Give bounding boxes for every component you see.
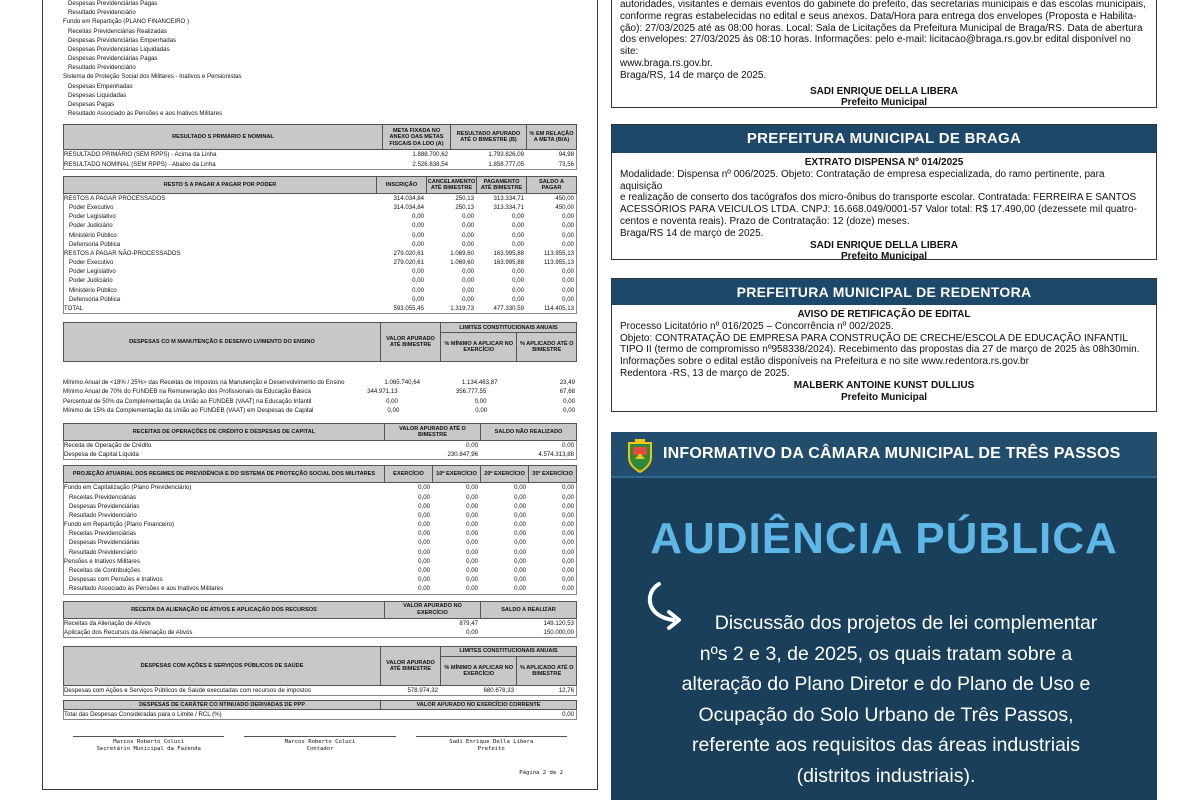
row-label: RESTOS A PAGAR NÃO-PROCESSADOS bbox=[64, 249, 181, 257]
table-row bbox=[63, 82, 577, 91]
cell-value: 0,00 bbox=[474, 397, 487, 405]
cell-value: 313.334,71 bbox=[493, 203, 524, 211]
cell-value: 0,00 bbox=[412, 222, 424, 230]
braga-subtitle: EXTRATO DISPENSA Nº 014/2025 bbox=[804, 157, 964, 168]
cell-value: 0,00 bbox=[466, 502, 478, 510]
camara-header: INFORMATIVO DA CÂMARA MUNICIPAL DE TRÊS PASSOS bbox=[663, 445, 1121, 462]
table-row bbox=[64, 584, 576, 593]
row-label: Poder Executivo bbox=[69, 259, 114, 267]
table-row bbox=[64, 566, 576, 575]
audiencia-title: AUDIÊNCIA PÚBLICA bbox=[650, 514, 1118, 563]
text-line: ção): 27/03/2025 até as 08:00 horas. Local: Sala de Licitações da Prefeitura Municipal de Braga/RS. Data de abertura bbox=[620, 22, 1143, 34]
row-label: Mínimo Anual de <18% / 25%> das Receitas de Impostos na Manutenção e Desenvolvimento do Ensino bbox=[63, 379, 345, 387]
cell-value: 0,00 bbox=[512, 231, 524, 239]
credito-table: RECEITAS DE OPERAÇÕES DE CRÉDITO E DESPESAS DE CAPITAL VALOR APURADO ATÉ O BIMESTRE SALDO NÃO REALIZADO Receita de Operação de Crédito 0,00 0,00 Despesa de Capital Líquida 230.847,96 4.574.313,88 bbox=[63, 423, 577, 460]
table-row bbox=[64, 548, 576, 557]
row-label: Despesas Liquidadas bbox=[68, 91, 127, 99]
cell-value: 0,00 bbox=[466, 493, 478, 501]
braga-title: PREFEITURA MUNICIPAL DE BRAGA bbox=[612, 125, 1156, 153]
row-label: Despesas Empenhadas bbox=[68, 82, 133, 90]
cell-value: 0,00 bbox=[462, 277, 474, 285]
cell-value: 150.000,00 bbox=[543, 628, 574, 636]
cell-value: 0,00 bbox=[412, 277, 424, 285]
restos-a-pagar-table: RESTO S A PAGAR A PAGAR POR PODER INSCRIÇÃO CANCELAMENTO ATÉ BIMESTRE PAGAMENTO ATÉ BIMESTRE SALDO A PAGAR RESTOS A PAGAR PROCESSADOS 314.034,84 250,13 313.334,71 450,00 Poder Executivo 314.034,84 250,13 313.334,71 450,00 Poder Legislativo 0,00 0,00 0,00 0,00 Poder Judiciário 0,00 0,00 0,00 0,00 Ministério Público 0,00 0,00 0,00 0,00 Defensoria Pública 0,00 0,00 0,00 0,00 RESTOS A PAGAR NÃO-PROCESSADOS 279.020,61 1.069,60 163.995,88 113.955,13 Poder Executivo 279.020,61 1.069,60 163.995,88 113.955,13 Poder Legislativo 0,00 0,00 0,00 0,00 Poder Judiciário 0,00 0,00 0,00 0,00 Ministério Público 0,00 0,00 0,00 0,00 Defensoria Pública 0,00 0,00 0,00 0,00 TOTAL 593.055,45 1.319,73 477.330,59 114.405,13 bbox=[63, 176, 577, 314]
alienacao-table: RECEITA DA ALIENAÇÃO DE ATIVOS E APLICAÇÃO DOS RECURSOS VALOR APURADO NO EXERCÍCIO SALDO A REALIZAR Receitas da Alienação de Ativos 879,47 149.120,53 Aplicação dos Recursos da Alienação de Ativos 0,00 150.000,00 bbox=[63, 601, 577, 638]
row-label: Receitas da Alienação de Ativos bbox=[64, 619, 151, 627]
cell-value: 0,00 bbox=[418, 511, 430, 519]
cell-value: 0,00 bbox=[418, 530, 430, 538]
cell-value: 0,00 bbox=[512, 277, 524, 285]
text-line: centos e noventa reais). Prazo de Contratação: 12 (doze) meses. bbox=[620, 215, 910, 227]
cell-value: 0,00 bbox=[562, 493, 574, 501]
description-line: (distritos industriais). bbox=[796, 765, 976, 788]
cell-value: 0,00 bbox=[514, 511, 526, 519]
row-label: Fundo em Capitalização (Plano Previdenciário) bbox=[64, 484, 192, 492]
table-row bbox=[64, 686, 576, 695]
cell-value: 0,00 bbox=[514, 521, 526, 529]
row-label: Sistema de Proteção Social dos Militares - Inativos e Pensionistas bbox=[63, 73, 242, 81]
resultado-header: RESULTADO S PRIMÁRIO E NOMINAL META FIXADA NO ANEXO DAS METAS FISCAIS DA LDO (A) RESULTADO APURADO ATÉ O BIMESTRE (B) % EM RELAÇÃO A META (B/A) bbox=[63, 124, 577, 150]
table-row bbox=[64, 212, 576, 221]
text-line: conforme regras estabelecidas no edital e seus anexos. Data/Hora para entrega dos envelopes (Proposta e Habilita- bbox=[620, 10, 1137, 22]
table-row bbox=[64, 258, 576, 267]
text-line: Informações sobre o edital estão disponíveis na Prefeitura e no site www.redentora.rs.gov.br bbox=[620, 356, 1029, 368]
cell-value: 1.319,73 bbox=[450, 305, 474, 312]
cell-value: 0,00 bbox=[562, 567, 574, 574]
description-line: Ocupação do Solo Urbano de Três Passos, bbox=[698, 703, 1074, 726]
cell-value: 0,00 bbox=[462, 286, 474, 294]
table-row bbox=[63, 91, 577, 100]
table-row bbox=[64, 529, 576, 538]
cell-value: 0,00 bbox=[514, 484, 526, 492]
table-row bbox=[63, 378, 577, 387]
cell-value: 0,00 bbox=[418, 521, 430, 529]
cell-value: 0,00 bbox=[563, 397, 575, 405]
row-label: Despesas com Ações e Serviços Públicos de Saúde executadas com recursos de impostos bbox=[64, 686, 311, 694]
row-label: Receitas Previdenciárias bbox=[69, 530, 137, 538]
cell-value: 0,00 bbox=[418, 484, 430, 492]
table-row bbox=[64, 150, 576, 159]
table-row bbox=[64, 710, 576, 719]
signer-role: Prefeito Municipal bbox=[840, 97, 928, 109]
row-label: Despesas Previdenciárias bbox=[69, 502, 140, 510]
cell-value: 0,00 bbox=[514, 576, 526, 584]
text-line: e realização de conserto dos tacógrafos dos micro-ônibus do transporte escolar. Contratada: FERREIRA E SANTOS bbox=[620, 192, 1137, 204]
cell-value: 0,00 bbox=[562, 231, 574, 239]
cell-value: 680.678,33 bbox=[483, 686, 514, 694]
text-line: Braga/RS, 14 de março de 2025. bbox=[620, 69, 767, 81]
cell-value: 0,00 bbox=[387, 406, 400, 414]
signature-2: Marcos Roberto Coluci Contador bbox=[244, 736, 395, 752]
cell-value: 1.069,60 bbox=[450, 249, 474, 257]
cell-value: 0,00 bbox=[562, 441, 574, 449]
text-line: Processo Licitatório nº 016/2025 – Concorrência nº 002/2025. bbox=[620, 320, 894, 332]
cell-value: 149.120,53 bbox=[543, 619, 574, 627]
signer-role: Prefeito Municipal bbox=[840, 251, 928, 263]
table-row bbox=[63, 45, 577, 54]
cell-value: 1.888.700,62 bbox=[412, 151, 448, 159]
row-label: Defensoria Pública bbox=[69, 240, 121, 248]
table-row bbox=[63, 27, 577, 36]
cell-value: 114.405,13 bbox=[543, 305, 574, 312]
text-line: TIPO II (termo de compromisso nº958338/2024). Recebimento das propostas dia 27 de março de 2025 às 08h30min. bbox=[620, 344, 1140, 356]
cell-value: 250,13 bbox=[455, 194, 474, 202]
audiencia-description bbox=[641, 608, 1131, 792]
ppp-table: DESPESAS DE CARÁTER CO NTINUADO DERIVADAS DE PPP VALOR APURADO NO EXERCÍCIO CORRENTE Total das Despesas Consideradas para o Limite / RCL (%) 0,00 bbox=[63, 700, 577, 720]
cell-value: 0,00 bbox=[412, 240, 424, 248]
cell-value: 0,00 bbox=[562, 530, 574, 538]
cell-value: 0,00 bbox=[462, 231, 474, 239]
row-label: Poder Executivo bbox=[69, 203, 114, 211]
cell-value: 0,00 bbox=[514, 585, 526, 593]
cell-value: 0,00 bbox=[562, 240, 574, 248]
cell-value: 0,00 bbox=[412, 231, 424, 239]
cell-value: 0,00 bbox=[512, 295, 524, 303]
cell-value: 0,00 bbox=[466, 557, 478, 565]
table-row bbox=[63, 397, 577, 406]
cell-value: 0,00 bbox=[562, 213, 574, 221]
cell-value: 0,00 bbox=[418, 576, 430, 584]
projecao-atuarial-table: PROJEÇÃO ATUARIAL DOS REGIMES DE PREVIDÊNCIA E DO SISTEMA DE PROTEÇÃO SOCIAL DOS MILITARES EXERCÍCIO 10º EXERCÍCIO 20º EXERCÍCIO 35º EXERCÍCIO Fundo em Capitalização (Plano Previdenciário) 0,00 0,00 0,00 0,00 Receitas Previdenciárias 0,00 0,00 0,00 0,00 Despesas Previdenciárias 0,00 0,00 0,00 0,00 Resultado Previdenciário 0,00 0,00 0,00 0,00 Fundo em Repartição (Plano Financeiro) 0,00 0,00 0,00 0,00 Receitas Previdenciárias 0,00 0,00 0,00 0,00 Despesas Previdenciárias 0,00 0,00 0,00 0,00 Resultado Previdenciário 0,00 0,00 0,00 0,00 Pensões e Inativos Militares 0,00 0,00 0,00 0,00 Receitas de Contribuições 0,00 0,00 0,00 0,00 Despesas com Pensões e Inativos 0,00 0,00 0,00 0,00 Resultado Associado às Pensões e aos Inativos Militares 0,00 0,00 0,00 0,00 bbox=[63, 465, 577, 594]
cell-value: 0,00 bbox=[466, 548, 478, 556]
description-line: alteração do Plano Diretor e do Plano de Uso e bbox=[681, 673, 1091, 696]
cell-value: 0,00 bbox=[466, 628, 478, 636]
table-row bbox=[64, 450, 576, 459]
cell-value: 0,00 bbox=[562, 222, 574, 230]
cell-value: 0,00 bbox=[466, 530, 478, 538]
cell-value: 0,00 bbox=[514, 548, 526, 556]
table-row bbox=[64, 203, 576, 212]
cell-value: 0,00 bbox=[466, 539, 478, 547]
row-label: Resultado Previdenciário bbox=[68, 9, 136, 17]
cell-value: 230.847,96 bbox=[447, 451, 478, 459]
row-label: Despesas Pagas bbox=[68, 101, 115, 108]
row-label: Poder Judiciário bbox=[69, 277, 113, 285]
row-label: Despesas Previdenciárias Liquidadas bbox=[68, 45, 170, 53]
cell-value: 477.330,59 bbox=[493, 305, 524, 312]
cell-value: 0,00 bbox=[462, 295, 474, 303]
row-label: Poder Legislativo bbox=[69, 213, 116, 221]
row-label: Mínimo Anual de 70% do FUNDEB na Remuneração dos Profissionais da Educação Básica bbox=[63, 388, 311, 396]
cell-value: 0,00 bbox=[514, 557, 526, 565]
cell-value: 0,00 bbox=[562, 511, 574, 519]
cell-value: 12,76 bbox=[558, 686, 574, 694]
cell-value: 450,00 bbox=[555, 203, 574, 211]
row-label: Despesas Previdenciárias Pagas bbox=[68, 0, 158, 7]
table-row bbox=[64, 249, 576, 258]
row-label: Resultado Associado às Pensões e aos Inativos Militares bbox=[68, 110, 223, 118]
cell-value: 0,00 bbox=[386, 397, 398, 405]
text-line: www.braga.rs.gov.br. bbox=[620, 57, 713, 69]
cell-value: 0,00 bbox=[512, 222, 524, 230]
resultado-table bbox=[63, 124, 577, 169]
cell-value: 344.971,13 bbox=[367, 388, 398, 396]
row-label: Receitas de Contribuições bbox=[69, 567, 141, 574]
cell-value: 0,00 bbox=[412, 268, 424, 276]
cell-value: 0,00 bbox=[512, 240, 524, 248]
cell-value: 0,00 bbox=[418, 567, 430, 574]
table-row bbox=[63, 8, 577, 17]
text-line: Objeto: CONTRATAÇÃO DE EMPRESA PARA CONSTRUÇÃO DE CRECHE/ESCOLA DE EDUCAÇÃO INFANTIL bbox=[620, 332, 1128, 344]
row-label: Fundo em Repartição (Plano Financeiro) bbox=[64, 521, 175, 529]
table-row bbox=[63, 109, 577, 118]
row-label: Aplicação dos Recursos da Alienação de Ativos bbox=[64, 628, 193, 636]
redentora-title: PREFEITURA MUNICIPAL DE REDENTORA bbox=[612, 279, 1156, 305]
cell-value: 279.020,61 bbox=[393, 259, 424, 267]
row-label: Receitas Previdenciárias Realizadas bbox=[68, 27, 167, 35]
description-line: Discussão dos projetos de lei complementar bbox=[714, 612, 1098, 634]
braga-edital-continuation bbox=[611, 0, 1157, 108]
cell-value: 0,00 bbox=[418, 493, 430, 501]
cell-value: 0,00 bbox=[412, 295, 424, 303]
cell-value: 879,47 bbox=[459, 619, 478, 627]
cell-value: 67,68 bbox=[559, 388, 576, 396]
row-label: Resultado Previdenciário bbox=[69, 548, 137, 556]
cell-value: 1.858.777,05 bbox=[488, 160, 524, 168]
cell-value: 0,00 bbox=[466, 521, 478, 529]
cell-value: 0,00 bbox=[562, 268, 574, 276]
cell-value: 1.065.740,64 bbox=[384, 379, 420, 387]
cell-value: 0,00 bbox=[418, 548, 430, 556]
cell-value: 0,00 bbox=[466, 484, 478, 492]
table-row bbox=[64, 539, 576, 548]
row-label: Resultado Associado às Pensões e aos Inativos Militares bbox=[69, 585, 224, 593]
cell-value: 94,98 bbox=[558, 151, 574, 159]
signer-role: Prefeito Municipal bbox=[840, 391, 928, 403]
cell-value: 593.055,45 bbox=[393, 305, 424, 312]
row-label: Poder Legislativo bbox=[69, 268, 116, 276]
table-row bbox=[64, 619, 576, 628]
cell-value: 0,00 bbox=[466, 585, 478, 593]
cell-value: 279.020,61 bbox=[393, 249, 424, 257]
table-row bbox=[63, 406, 577, 415]
tres-passos-crest-icon bbox=[625, 437, 655, 473]
table-row bbox=[64, 628, 576, 637]
page-number: Página 2 de 2 bbox=[519, 770, 563, 777]
cell-value: 0,00 bbox=[466, 441, 478, 449]
table-row bbox=[64, 295, 576, 304]
row-label: Despesas com Pensões e Inativos bbox=[69, 576, 163, 584]
cell-value: 578.974,32 bbox=[407, 686, 438, 694]
signature-3: Sadi Enrique Della Libera Prefeito bbox=[416, 736, 567, 752]
cell-value: 0,00 bbox=[562, 539, 574, 547]
cell-value: 0,00 bbox=[514, 502, 526, 510]
previdencia-top-rows bbox=[63, 0, 577, 118]
cell-value: 1.134.463,87 bbox=[461, 379, 498, 387]
table-row bbox=[63, 54, 577, 63]
table-row bbox=[63, 36, 577, 45]
row-label: Despesa de Capital Líquida bbox=[64, 451, 139, 459]
cell-value: 250,13 bbox=[455, 203, 474, 211]
cell-value: 1.793.826,09 bbox=[488, 151, 524, 159]
cell-value: 0,00 bbox=[562, 711, 574, 719]
table-row bbox=[64, 493, 576, 502]
table-row bbox=[63, 73, 577, 82]
table-row bbox=[64, 286, 576, 295]
table-row bbox=[64, 194, 576, 203]
table-row bbox=[64, 441, 576, 450]
cell-value: 450,00 bbox=[555, 194, 574, 202]
cell-value: 0,00 bbox=[466, 511, 478, 519]
cell-value: 314.034,84 bbox=[393, 194, 424, 202]
cell-value: 0,00 bbox=[412, 286, 424, 294]
row-label: Despesas Previdenciárias bbox=[69, 539, 140, 547]
table-row bbox=[64, 502, 576, 511]
text-line: ACESSÓRIOS PARA VEICULOS LTDA. CNPJ: 16.668.049/0001-57 Valor total: R$ 17.490,00 (dezessete mil quatro- bbox=[620, 204, 1137, 216]
row-label: Resultado Previdenciário bbox=[69, 511, 137, 519]
cell-value: 0,00 bbox=[418, 502, 430, 510]
cell-value: 0,00 bbox=[514, 493, 526, 501]
signer-name: MALBERK ANTOINE KUNST DULLIUS bbox=[793, 379, 975, 391]
cell-value: 0,00 bbox=[562, 521, 574, 529]
cell-value: 4.574.313,88 bbox=[538, 451, 574, 459]
cell-value: 0,00 bbox=[462, 222, 474, 230]
row-label: RESTOS A PAGAR PROCESSADOS bbox=[64, 194, 166, 202]
row-label: Mínimo de 15% da Complementação da União ao FUNDEB (VAAT) em Despesas de Capital bbox=[63, 406, 314, 414]
cell-value: 0,00 bbox=[512, 286, 524, 294]
table-row bbox=[64, 557, 576, 566]
signer-name: SADI ENRIQUE DELLA LIBERA bbox=[810, 85, 958, 97]
row-label: Resultado Previdenciário bbox=[68, 64, 136, 72]
cell-value: 0,00 bbox=[562, 286, 574, 294]
table-row bbox=[64, 483, 576, 492]
table-row bbox=[64, 575, 576, 584]
redentora-subtitle: AVISO DE RETIFICAÇÃO DE EDITAL bbox=[797, 309, 971, 320]
signatures bbox=[63, 736, 577, 752]
text-line: dos envelopes: 27/03/2025 às 08:10 horas. Informações: pelo e-mail: licitacao@braga.rs.gov.br edital disponível no site: bbox=[620, 34, 1131, 58]
signature-1: Marcos Roberto Coluci Secretário Municipal da Fazenda bbox=[73, 736, 224, 752]
text-line: autoridades, visitantes e demais eventos do gabinete do prefeito, das secretarias municipais e das escolas municipais, bbox=[620, 0, 1146, 10]
cell-value: 0,00 bbox=[562, 557, 574, 565]
saude-table: DESPESAS COM AÇÕES E SERVIÇOS PÚBLICOS DE SAÚDE VALOR APURADO ATÉ BIMESTRE LIMITES CONSTITUCIONAIS ANUAIS % MÍNIMO A APLICAR NO EXERCÍCIO % APLICADO ATÉ O BIMESTRE Despesas com Ações e Serviços Públicos de Saúde executadas com recursos de impostos 578.974,32 680.678,33 12,76 bbox=[63, 646, 577, 696]
mde-table: DESPESAS CO M MANUTENÇÃO E DESENVO LVIMENTO DO ENSINO VALOR APURADO ATÉ BIMESTRE LIMITES CONSTITUCIONAIS ANUAIS % MÍNIMO A APLICAR NO EXERCÍCIO % APLICADO ATÉ O BIMESTRE Mínimo Anual de <18% / 25%> das Receitas de Impostos na Manutenção e Desenvolvimento do Ensino 1.065.740,64 1.134.463,87 23,49 Mínimo Anual de 70% do FUNDEB na Remuneração dos Profissionais da Educação Básica 344.971,13 356.777,55 67,68 Percentual de 50% da Complementação da União ao FUNDEB (VAAT) na Educação Infantil 0,00 0,00 0,00 Mínimo de 15% da Complementação da União ao FUNDEB (VAAT) em Despesas de Capital 0,00 0,00 0,00 bbox=[63, 322, 577, 415]
table-row bbox=[63, 100, 577, 109]
table-row bbox=[64, 267, 576, 276]
braga-extrato-box bbox=[611, 124, 1157, 263]
cell-value: 0,00 bbox=[562, 502, 574, 510]
table-row bbox=[64, 277, 576, 286]
signer-name: SADI ENRIQUE DELLA LIBERA bbox=[810, 239, 958, 251]
cell-value: 0,00 bbox=[514, 530, 526, 538]
cell-value: 0,00 bbox=[562, 277, 574, 285]
table-row bbox=[64, 511, 576, 520]
cell-value: 0,00 bbox=[418, 585, 430, 593]
row-label: Ministério Público bbox=[69, 286, 117, 294]
row-label: RESULTADO PRIMÁRIO (SEM RPPS) - Acima da Linha bbox=[64, 151, 217, 159]
table-row bbox=[64, 240, 576, 249]
row-label: Percentual de 50% da Complementação da União ao FUNDEB (VAAT) na Educação Infantil bbox=[63, 397, 312, 405]
row-label: Defensoria Pública bbox=[69, 295, 121, 303]
row-label: Total das Despesas Consideradas para o Limite / RCL (%) bbox=[64, 711, 222, 719]
cell-value: 0,00 bbox=[562, 548, 574, 556]
row-label: Receita de Operação de Crédito bbox=[64, 441, 152, 449]
cell-value: 0,00 bbox=[562, 585, 574, 593]
row-label: Poder Judiciário bbox=[69, 222, 113, 230]
cell-value: 0,00 bbox=[562, 576, 574, 584]
cell-value: 0,00 bbox=[563, 406, 575, 414]
cell-value: 1.069,60 bbox=[450, 259, 474, 267]
row-label: Pensões e Inativos Militares bbox=[64, 557, 140, 565]
table-row bbox=[64, 221, 576, 230]
text-line: Redentora -RS, 13 de março de 2025. bbox=[620, 367, 790, 379]
row-label: Despesas Previdenciárias Pagas bbox=[68, 55, 158, 63]
cell-value: 73,56 bbox=[558, 160, 574, 168]
cell-value: 0,00 bbox=[462, 268, 474, 276]
cell-value: 0,00 bbox=[462, 240, 474, 248]
row-label: Despesas Previdenciárias Empenhadas bbox=[68, 36, 177, 44]
cell-value: 0,00 bbox=[418, 557, 430, 565]
cell-value: 0,00 bbox=[512, 268, 524, 276]
cell-value: 113.955,13 bbox=[543, 259, 574, 267]
cell-value: 0,00 bbox=[412, 213, 424, 221]
table-row bbox=[63, 17, 577, 26]
row-label: Ministério Público bbox=[69, 231, 117, 239]
table-row bbox=[64, 160, 576, 169]
table-row bbox=[64, 231, 576, 240]
cell-value: 0,00 bbox=[514, 567, 526, 574]
text-line: Braga/RS 14 de março de 2025. bbox=[620, 227, 764, 239]
cell-value: 314.034,84 bbox=[393, 203, 424, 211]
camara-informativo bbox=[611, 432, 1157, 800]
redentora-aviso-box bbox=[611, 278, 1157, 412]
cell-value: 23,49 bbox=[559, 379, 575, 387]
description-line: referente aos requisitos das áreas industriais bbox=[691, 734, 1081, 757]
cell-value: 113.955,13 bbox=[543, 249, 574, 257]
cell-value: 0,00 bbox=[475, 406, 488, 414]
cell-value: 0,00 bbox=[514, 539, 526, 547]
cell-value: 0,00 bbox=[462, 213, 474, 221]
cell-value: 0,00 bbox=[562, 295, 574, 303]
cell-value: 0,00 bbox=[418, 539, 430, 547]
cell-value: 313.334,71 bbox=[493, 194, 524, 202]
cell-value: 0,00 bbox=[466, 567, 478, 574]
cell-value: 356.777,55 bbox=[455, 388, 487, 396]
text-line: Modalidade: Dispensa nº 006/2025. Objeto: Contratação de empresa especializada, do ramo pertinente, para aquisição bbox=[620, 168, 1105, 192]
table-row bbox=[64, 520, 576, 529]
cell-value: 0,00 bbox=[512, 213, 524, 221]
description-line: nºs 2 e 3, de 2025, os quais tratam sobre a bbox=[699, 642, 1073, 665]
cell-value: 0,00 bbox=[562, 484, 574, 492]
table-row bbox=[63, 0, 577, 8]
row-label: Receitas Previdenciárias bbox=[69, 493, 137, 501]
table-row bbox=[63, 63, 577, 72]
row-label: Fundo em Repartição (PLANO FINANCEIRO ) bbox=[63, 18, 189, 26]
cell-value: 163.995,88 bbox=[493, 259, 524, 267]
table-row bbox=[63, 387, 577, 396]
cell-value: 0,00 bbox=[466, 576, 478, 584]
cell-value: 2.526.838,54 bbox=[412, 160, 448, 168]
row-label: RESULTADO NOMINAL (SEM RPPS) - Abaixo da Linha bbox=[64, 160, 216, 168]
table-row bbox=[64, 304, 576, 313]
cell-value: 163.995,88 bbox=[493, 249, 524, 257]
row-label: TOTAL bbox=[64, 305, 84, 312]
financial-report-page bbox=[42, 0, 598, 790]
